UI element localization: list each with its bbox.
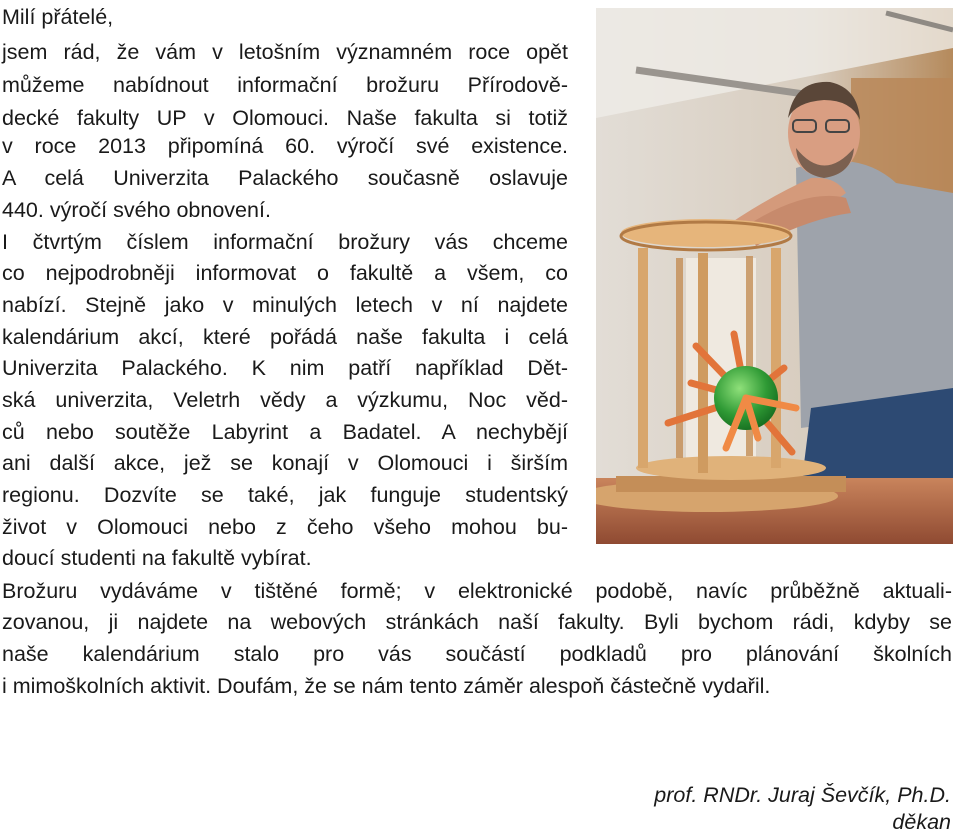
- dean-photo: [596, 8, 953, 544]
- signature-title: děkan: [892, 810, 951, 834]
- letter-line: nabízí. Stejně jako v minulých letech v ní najdete: [2, 293, 568, 317]
- letter-line: 440. výročí svého obnovení.: [2, 198, 271, 222]
- letter-line: ců nebo soutěže Labyrint a Badatel. A nechybějí: [2, 420, 568, 444]
- signature-name: prof. RNDr. Juraj Ševčík, Ph.D.: [654, 783, 951, 807]
- letter-line: ani další akce, jež se konají v Olomouci i širším: [2, 451, 568, 475]
- letter-line: Brožuru vydáváme v tištěné formě; v elektronické podobě, navíc průběžně aktuali-: [2, 579, 952, 603]
- letter-line: zovanou, ji najdete na webových stránkách naší fakulty. Byli bychom rádi, kdyby se: [2, 610, 952, 634]
- letter-line: naše kalendárium stalo pro vás součástí podkladů pro plánování školních: [2, 642, 952, 666]
- letter-line: život v Olomouci nebo z čeho všeho mohou bu-: [2, 515, 568, 539]
- letter-line: jsem rád, že vám v letošním významném roce opět: [2, 40, 568, 64]
- letter-line: můžeme nabídnout informační brožuru Přírodově-: [2, 73, 568, 97]
- letter-line: i mimoškolních aktivit. Doufám, že se nám tento záměr alespoň částečně vydařil.: [2, 674, 771, 698]
- letter-line: kalendárium akcí, které pořádá naše fakulta i celá: [2, 325, 568, 349]
- letter-line: regionu. Dozvíte se také, jak funguje studentský: [2, 483, 568, 507]
- letter-line: I čtvrtým číslem informační brožury vás chceme: [2, 230, 568, 254]
- letter-line: co nejpodrobněji informovat o fakultě a všem, co: [2, 261, 568, 285]
- letter-line: decké fakulty UP v Olomouci. Naše fakulta si totiž: [2, 106, 568, 130]
- letter-line: v roce 2013 připomíná 60. výročí své existence.: [2, 134, 568, 158]
- letter-line: A celá Univerzita Palackého současně oslavuje: [2, 166, 568, 190]
- letter-line: doucí studenti na fakultě vybírat.: [2, 546, 312, 570]
- letter-line: ská univerzita, Veletrh vědy a výzkumu, Noc věd-: [2, 388, 568, 412]
- letter-line: Univerzita Palackého. K nim patří například Dět-: [2, 356, 568, 380]
- letter-line: Milí přátelé,: [2, 5, 114, 29]
